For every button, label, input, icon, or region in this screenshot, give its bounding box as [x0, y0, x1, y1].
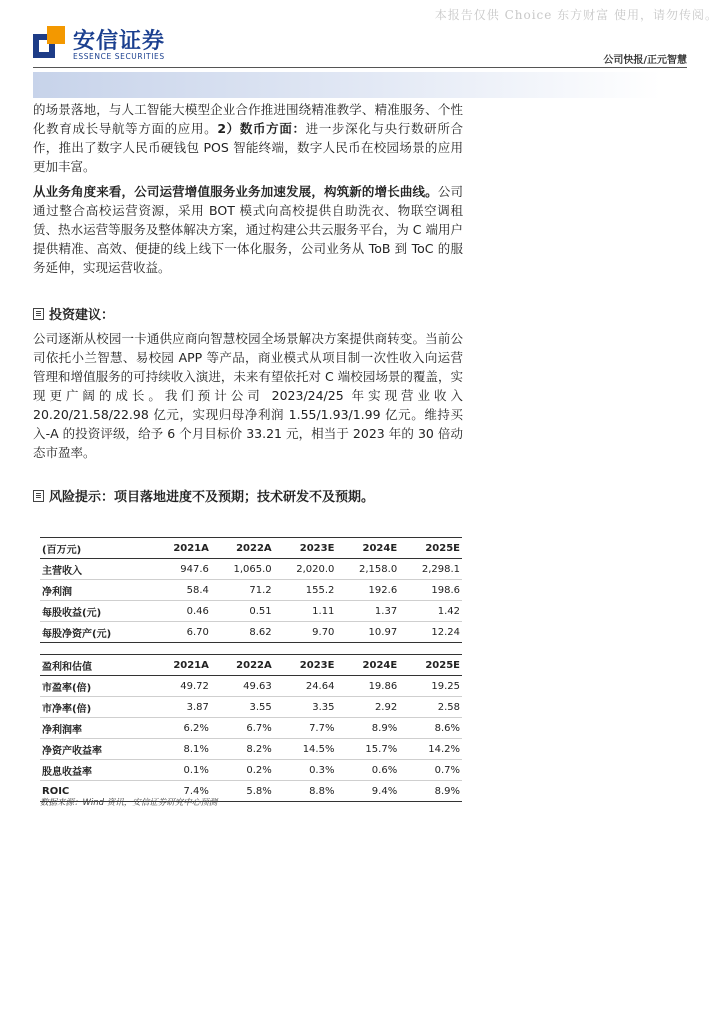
table-cell: 58.4	[148, 580, 210, 601]
table-header-cell: 2023E	[274, 538, 337, 559]
data-source-note: 数据来源：Wind 资讯，安信证券研究中心预测	[40, 798, 218, 808]
table-cell: 股息收益率	[40, 760, 148, 781]
table-cell: 0.3%	[274, 760, 337, 781]
p2-text-rest: 公司通过整合高校运营资源，采用 BOT 模式向高校提供自助洗衣、物联空调租赁、热水运营等服务及整体解决方案，通过构建公共云服务平台，为 C 端用户提供精准、高效、便捷的线上线下一体化服务，公司业务从 ToB 到 ToC 的服务延伸，实现运营收益。	[33, 184, 463, 275]
table-header-cell: 2022A	[211, 538, 274, 559]
valuation-table	[40, 654, 462, 802]
p2-text-bold: 从业务角度来看，公司运营增值服务业务加速发展，构筑新的增长曲线。	[33, 184, 438, 199]
document-icon	[33, 490, 44, 502]
table-cell: 8.2%	[211, 739, 274, 760]
report-type-tag: 公司快报/正元智慧	[603, 55, 687, 66]
table-cell: 9.70	[274, 622, 337, 643]
logo-name-cn: 安信证券	[73, 29, 166, 54]
table-cell: 净利润率	[40, 718, 148, 739]
table-header-cell: (百万元)	[40, 538, 148, 559]
table-cell: 7.4%	[148, 781, 211, 802]
table-header-cell: 2025E	[399, 538, 462, 559]
table-cell: 8.9%	[336, 718, 399, 739]
table-header-row	[40, 655, 462, 676]
table-cell: 0.1%	[148, 760, 211, 781]
invest-text: 公司逐渐从校园一卡通供应商向智慧校园全场景解决方案提供商转变。当前公司依托小兰智慧、易校园 APP 等产品，商业模式从项目制一次性收入向运营管理和增值服务的可持续收入演进，未来有望依托对 C 端校园场景的覆盖，实现更广阔的成长。我们预计公司 2023/24/25 年实现营业收入 20.20/21.58/22.98 亿元，实现归母净利润 1.55/1.93/1.99 亿元。维持买入-A 的投资评级，给予 6 个月目标价 33.21 元，相当于 2023 年的 30 倍动态市盈率。	[33, 331, 463, 460]
table-cell: 155.2	[274, 580, 337, 601]
table-cell: 0.2%	[211, 760, 274, 781]
table-cell: 主营收入	[40, 559, 148, 580]
table-cell: 71.2	[211, 580, 274, 601]
table-header-cell: 2024E	[336, 655, 399, 676]
table-row	[40, 739, 462, 760]
table-cell: 2.58	[399, 697, 462, 718]
table-cell: 19.25	[399, 676, 462, 697]
table-cell: 0.7%	[399, 760, 462, 781]
risk-heading	[33, 486, 374, 505]
table-cell: 2,298.1	[399, 559, 462, 580]
table-cell: 3.35	[274, 697, 337, 718]
table-cell: 净利润	[40, 580, 148, 601]
table-header-cell: 2025E	[399, 655, 462, 676]
invest-paragraph	[33, 329, 463, 462]
logo-name-en: ESSENCE SECURITIES	[73, 52, 165, 61]
table-cell: 8.62	[211, 622, 274, 643]
table-cell: 1.11	[274, 601, 337, 622]
table-row	[40, 622, 462, 643]
risk-text: 风险提示：项目落地进度不及预期；技术研发不及预期。	[49, 490, 375, 505]
table-cell: 2,020.0	[274, 559, 337, 580]
table-cell: 每股收益(元)	[40, 601, 148, 622]
company-logo	[33, 24, 173, 64]
table-header-cell: 2023E	[274, 655, 337, 676]
table-cell: 14.5%	[274, 739, 337, 760]
table-row	[40, 580, 462, 601]
table-cell: 8.6%	[399, 718, 462, 739]
table-cell: 947.6	[148, 559, 210, 580]
table-row	[40, 559, 462, 580]
essence-logo-icon	[33, 26, 67, 60]
table-row	[40, 760, 462, 781]
table-row	[40, 676, 462, 697]
table-cell: 6.70	[148, 622, 210, 643]
p1-text-pre: 的场景落地，与人工智能大模型企业合作推进围绕精准教学、精准服务、个性化教育成长导航等方面的应用。	[33, 102, 463, 136]
header-divider	[33, 67, 687, 68]
table-cell: 1,065.0	[211, 559, 274, 580]
document-icon	[33, 308, 44, 320]
table-cell: 9.4%	[336, 781, 399, 802]
table-cell: 2,158.0	[336, 559, 399, 580]
table-cell: 3.55	[211, 697, 274, 718]
table-cell: 24.64	[274, 676, 337, 697]
table-cell: 8.9%	[399, 781, 462, 802]
table-cell: 15.7%	[336, 739, 399, 760]
table-header-cell: 2024E	[336, 538, 399, 559]
table-cell: 14.2%	[399, 739, 462, 760]
header-band	[33, 72, 661, 98]
table-cell: 6.2%	[148, 718, 211, 739]
table-header-cell: 2021A	[148, 655, 211, 676]
table-cell: 8.1%	[148, 739, 211, 760]
table-header-cell: 2022A	[211, 655, 274, 676]
table-cell: 每股净资产(元)	[40, 622, 148, 643]
table-row	[40, 697, 462, 718]
table-cell: 市净率(倍)	[40, 697, 148, 718]
watermark-text: 本报告仅供 Choice 东方财富 使用，请勿传阅。	[434, 8, 718, 22]
invest-heading	[33, 304, 114, 323]
table-cell: 3.87	[148, 697, 211, 718]
table-cell: 2.92	[336, 697, 399, 718]
table-cell: ROIC	[40, 781, 148, 802]
table-header-row	[40, 538, 462, 559]
table-cell: 198.6	[399, 580, 462, 601]
p1-text-post: 进一步深化与央行数研所合作，推出了数字人民币硬钱包 POS 智能终端，数字人民币在校园场景的应用更加丰富。	[33, 121, 463, 174]
body-paragraph-1	[33, 100, 463, 176]
table-row	[40, 601, 462, 622]
table-header-cell: 盈利和估值	[40, 655, 148, 676]
p1-text-bold: 2）数币方面：	[217, 121, 306, 136]
table-cell: 1.42	[399, 601, 462, 622]
table-row	[40, 718, 462, 739]
table-cell: 10.97	[336, 622, 399, 643]
table-cell: 5.8%	[211, 781, 274, 802]
table-cell: 192.6	[336, 580, 399, 601]
table-cell: 19.86	[336, 676, 399, 697]
table-cell: 0.46	[148, 601, 210, 622]
table-cell: 6.7%	[211, 718, 274, 739]
table-header-cell: 2021A	[148, 538, 210, 559]
table-cell: 净资产收益率	[40, 739, 148, 760]
body-paragraph-2	[33, 182, 463, 277]
table-cell: 1.37	[336, 601, 399, 622]
table-cell: 12.24	[399, 622, 462, 643]
invest-title: 投资建议：	[49, 308, 115, 323]
table-cell: 0.6%	[336, 760, 399, 781]
financial-forecast-table	[40, 537, 462, 643]
table-cell: 市盈率(倍)	[40, 676, 148, 697]
table-cell: 0.51	[211, 601, 274, 622]
table-cell: 49.63	[211, 676, 274, 697]
table-cell: 8.8%	[274, 781, 337, 802]
table-cell: 7.7%	[274, 718, 337, 739]
table-cell: 49.72	[148, 676, 211, 697]
